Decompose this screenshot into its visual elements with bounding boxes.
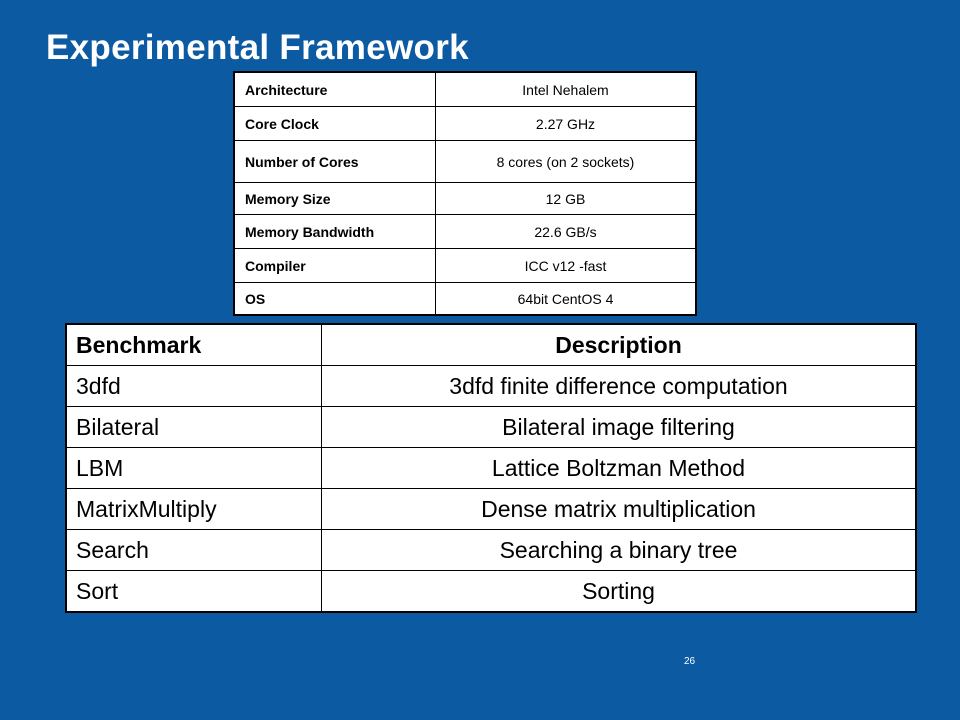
spec-key: Architecture — [234, 72, 436, 107]
spec-value: 2.27 GHz — [436, 107, 697, 141]
table-row — [66, 366, 916, 407]
table-row — [66, 571, 916, 613]
page-number: 26 — [684, 656, 696, 667]
benchmark-name: MatrixMultiply — [66, 489, 322, 530]
table-row — [66, 407, 916, 448]
table-row — [66, 448, 916, 489]
spec-row-number-of-cores — [234, 141, 696, 183]
benchmark-table — [65, 323, 917, 613]
table-row — [66, 530, 916, 571]
spec-key: Memory Bandwidth — [234, 215, 436, 249]
spec-key: Number of Cores — [234, 141, 436, 183]
spec-value: Intel Nehalem — [436, 72, 697, 107]
benchmark-description: Lattice Boltzman Method — [322, 448, 917, 489]
benchmark-description: Searching a binary tree — [322, 530, 917, 571]
spec-row-architecture — [234, 72, 696, 107]
spec-value: 64bit CentOS 4 — [436, 283, 697, 316]
hardware-spec-table — [233, 71, 697, 316]
spec-key: Compiler — [234, 249, 436, 283]
benchmark-column-header: Benchmark — [66, 324, 322, 366]
spec-value: 22.6 GB/s — [436, 215, 697, 249]
benchmark-name: 3dfd — [66, 366, 322, 407]
spec-value: 12 GB — [436, 183, 697, 215]
benchmark-description: Dense matrix multiplication — [322, 489, 917, 530]
spec-row-compiler — [234, 249, 696, 283]
benchmark-description: 3dfd finite difference computation — [322, 366, 917, 407]
benchmark-description: Bilateral image filtering — [322, 407, 917, 448]
spec-value: ICC v12 -fast — [436, 249, 697, 283]
slide-title: Experimental Framework — [46, 28, 469, 67]
spec-row-os — [234, 283, 696, 316]
benchmark-header-row — [66, 324, 916, 366]
spec-key: OS — [234, 283, 436, 316]
benchmark-name: Sort — [66, 571, 322, 613]
spec-key: Core Clock — [234, 107, 436, 141]
benchmark-description: Sorting — [322, 571, 917, 613]
spec-row-memory-size — [234, 183, 696, 215]
table-row — [66, 489, 916, 530]
spec-row-memory-bandwidth — [234, 215, 696, 249]
benchmark-name: Search — [66, 530, 322, 571]
spec-value: 8 cores (on 2 sockets) — [436, 141, 697, 183]
spec-key: Memory Size — [234, 183, 436, 215]
description-column-header: Description — [322, 324, 917, 366]
benchmark-name: Bilateral — [66, 407, 322, 448]
spec-row-core-clock — [234, 107, 696, 141]
benchmark-name: LBM — [66, 448, 322, 489]
